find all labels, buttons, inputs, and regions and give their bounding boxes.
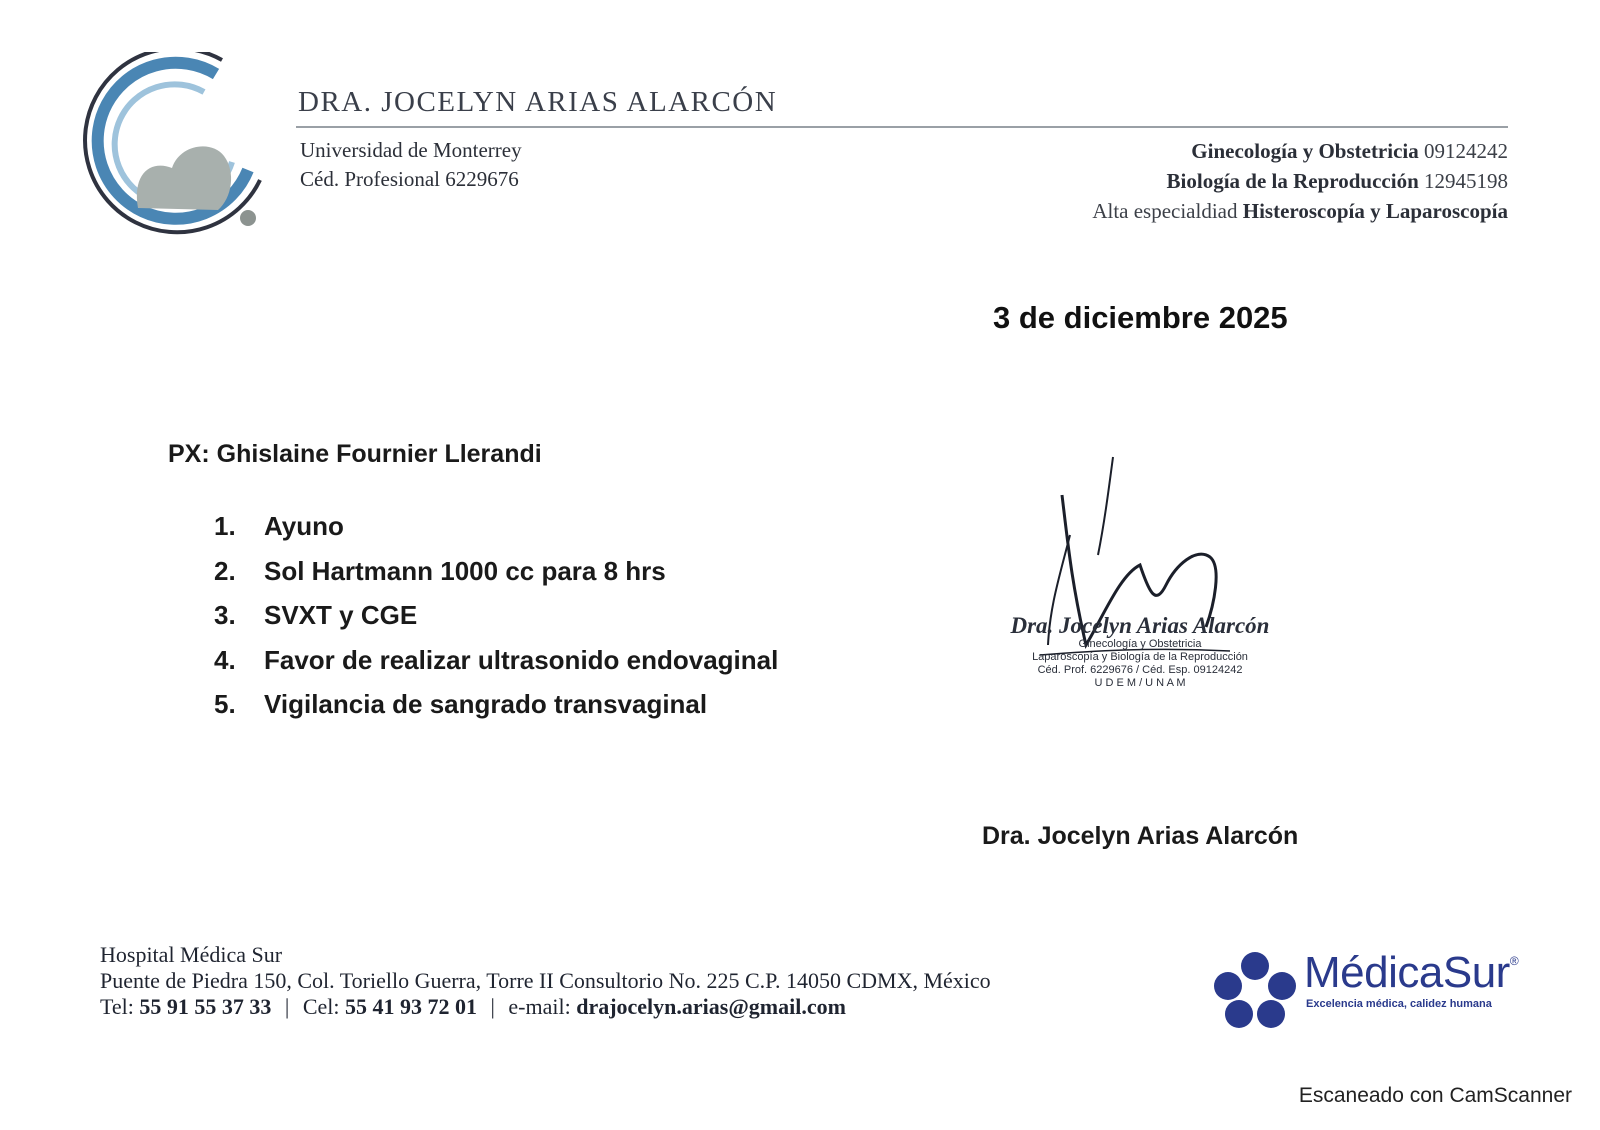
item-text: Sol Hartmann 1000 cc para 8 hrs [264, 555, 666, 586]
specialty-code: 09124242 [1424, 139, 1508, 163]
tel-label: Tel: [100, 994, 134, 1019]
specialty-code: 12945198 [1424, 169, 1508, 193]
registered-mark: ® [1509, 954, 1519, 968]
street-address: Puente de Piedra 150, Col. Toriello Guerra, Torre II Consultorio No. 225 C.P. 14050 CDMX, México [100, 968, 991, 993]
signer-name: Dra. Jocelyn Arias Alarcón [982, 822, 1299, 850]
prescription-date: 3 de diciembre 2025 [993, 300, 1288, 335]
list-item [214, 549, 778, 594]
list-item [214, 682, 778, 727]
list-item [214, 504, 778, 549]
university: Universidad de Monterrey [300, 138, 522, 162]
item-text: Vigilancia de sangrado transvaginal [264, 689, 708, 719]
medicasur-logo-icon [1214, 950, 1296, 1030]
professional-id: Céd. Profesional 6229676 [300, 167, 519, 191]
contact-line [100, 994, 991, 1020]
list-item [214, 593, 778, 638]
brand-tagline: Excelencia médica, calidez humana [1306, 998, 1492, 1010]
item-number: 5. [214, 689, 236, 719]
cel-label: Cel: [302, 994, 340, 1019]
item-number: 2. [214, 555, 236, 586]
item-number: 4. [214, 644, 236, 675]
clinic-logo [72, 52, 272, 242]
item-text: Favor de realizar ultrasonido endovaginal [264, 644, 779, 675]
specialty-label: Ginecología y Obstetricia [1191, 139, 1419, 163]
brand-text: MédicaSur [1304, 948, 1510, 997]
item-text: SVXT y CGE [264, 600, 418, 630]
phone-number: 55 91 55 37 33 [139, 994, 272, 1019]
specialty-prefix: Alta especialdiad [1092, 199, 1238, 223]
item-text: Ayuno [264, 511, 344, 541]
specialty-label: Biología de la Reproducción [1166, 169, 1419, 193]
credentials-right [1092, 136, 1508, 226]
specialty-label: Histeroscopía y Laparoscopía [1242, 199, 1508, 223]
orders-list [214, 504, 778, 727]
credentials-left [300, 136, 522, 194]
patient-name: PX: Ghislaine Fournier Llerandi [168, 440, 542, 468]
stamp-line: U D E M / U N A M [1094, 677, 1186, 689]
footer-address [100, 942, 991, 1020]
stamp-line: Laparoscopía y Biología de la Reproducción [1032, 651, 1248, 663]
header-divider [296, 126, 1508, 128]
hospital-name: Hospital Médica Sur [100, 942, 283, 967]
stamp-line: Céd. Prof. 6229676 / Céd. Esp. 09124242 [1037, 664, 1243, 676]
item-number: 3. [214, 600, 236, 630]
item-number: 1. [214, 511, 236, 541]
separator: | [490, 994, 495, 1019]
doctor-name: DRA. JOCELYN ARIAS ALARCÓN [298, 86, 778, 118]
specialty-repro [1092, 166, 1508, 196]
email-label: e-mail: [508, 994, 571, 1019]
brand-name [1304, 948, 1518, 998]
cell-number: 55 41 93 72 01 [344, 994, 477, 1019]
specialty-high [1092, 196, 1508, 226]
list-item [214, 638, 778, 683]
doctor-stamp [990, 614, 1290, 690]
email-address: drajocelyn.arias@gmail.com [576, 994, 846, 1019]
specialty-gyn [1092, 136, 1508, 166]
stamp-line: Ginecología y Obstetricia [1078, 638, 1202, 650]
stamp-name: Dra. Jocelyn Arias Alarcón [1010, 613, 1270, 638]
scanner-watermark: Escaneado con CamScanner [1298, 1084, 1572, 1107]
separator: | [284, 994, 290, 1019]
